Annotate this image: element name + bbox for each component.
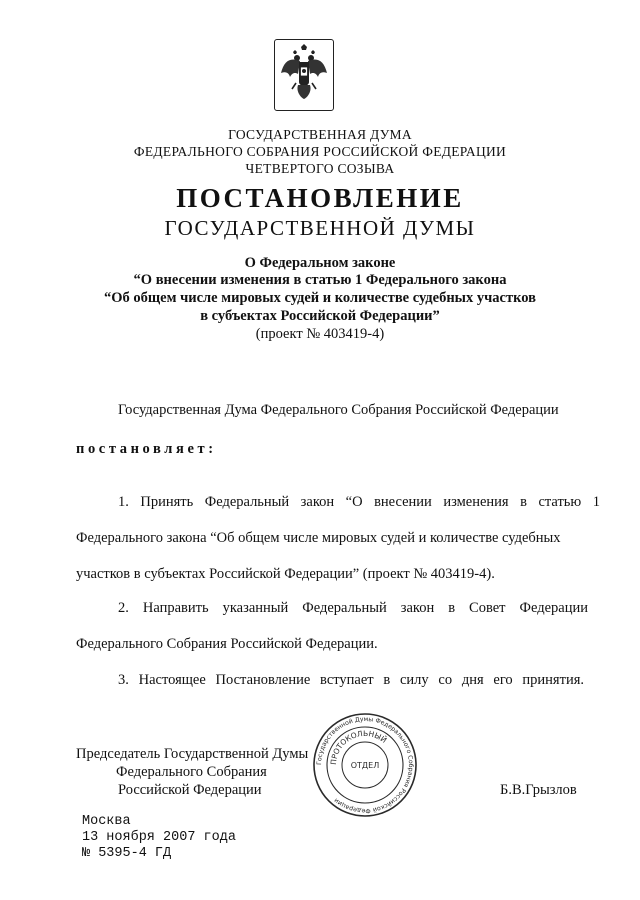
document-subtitle: ГОСУДАРСТВЕННОЙ ДУМЫ	[164, 216, 476, 240]
org-line-1: ГОСУДАРСТВЕННАЯ ДУМА	[228, 127, 412, 142]
subject-line-1: О Федеральном законе	[244, 255, 396, 271]
project-number: (проект № 403419-4)	[255, 326, 385, 342]
document-title: ПОСТАНОВЛЕНИЕ	[176, 183, 464, 213]
footer-date: 13 ноября 2007 года	[82, 830, 236, 845]
footer-number: № 5395-4 ГД	[82, 846, 172, 861]
item-2-line-1: 2. Направить указанный Федеральный закон в Совет Федерации	[118, 600, 588, 616]
item-1-line-1: 1. Принять Федеральный закон “О внесении изменения в статью 1	[118, 494, 600, 510]
intro-text: Государственная Дума Федерального Собрания Российской Федерации	[118, 402, 559, 418]
official-stamp	[312, 712, 418, 818]
subject-line-2: “О внесении изменения в статью 1 Федерального закона	[133, 272, 507, 288]
resolves-text: постановляет:	[76, 441, 217, 457]
item-1-line-3: участков в субъектах Российской Федерации” (проект № 403419-4).	[76, 566, 495, 582]
stamp-inner-text: ПРОТОКОЛЬНЫЙ	[328, 728, 389, 766]
stamp-center-text: ОТДЕЛ	[350, 761, 380, 770]
stamp-outer-text: Государственной Думы Федерального Собрания Российской Федерации	[315, 715, 415, 815]
org-line-3: ЧЕТВЕРТОГО СОЗЫВА	[245, 161, 395, 176]
signature-role-line-2: Федерального Собрания	[116, 764, 267, 780]
signature-role-line-3: Российской Федерации	[118, 782, 262, 798]
subject-line-4: в субъектах Российской Федерации”	[200, 308, 440, 324]
signatory-name: Б.В.Грызлов	[500, 782, 577, 798]
coat-of-arms-icon	[274, 39, 334, 111]
signature-role-line-1: Председатель Государственной Думы	[76, 746, 309, 762]
item-3-line-1: 3. Настоящее Постановление вступает в силу со дня его принятия.	[118, 672, 584, 688]
footer-city: Москва	[82, 814, 131, 829]
item-1-line-2: Федерального закона “Об общем числе мировых судей и количестве судебных	[76, 530, 561, 546]
item-2-line-2: Федерального Собрания Российской Федерации.	[76, 636, 378, 652]
subject-line-3: “Об общем числе мировых судей и количестве судебных участков	[104, 290, 536, 306]
org-line-2: ФЕДЕРАЛЬНОГО СОБРАНИЯ РОССИЙСКОЙ ФЕДЕРАЦИИ	[133, 144, 507, 159]
